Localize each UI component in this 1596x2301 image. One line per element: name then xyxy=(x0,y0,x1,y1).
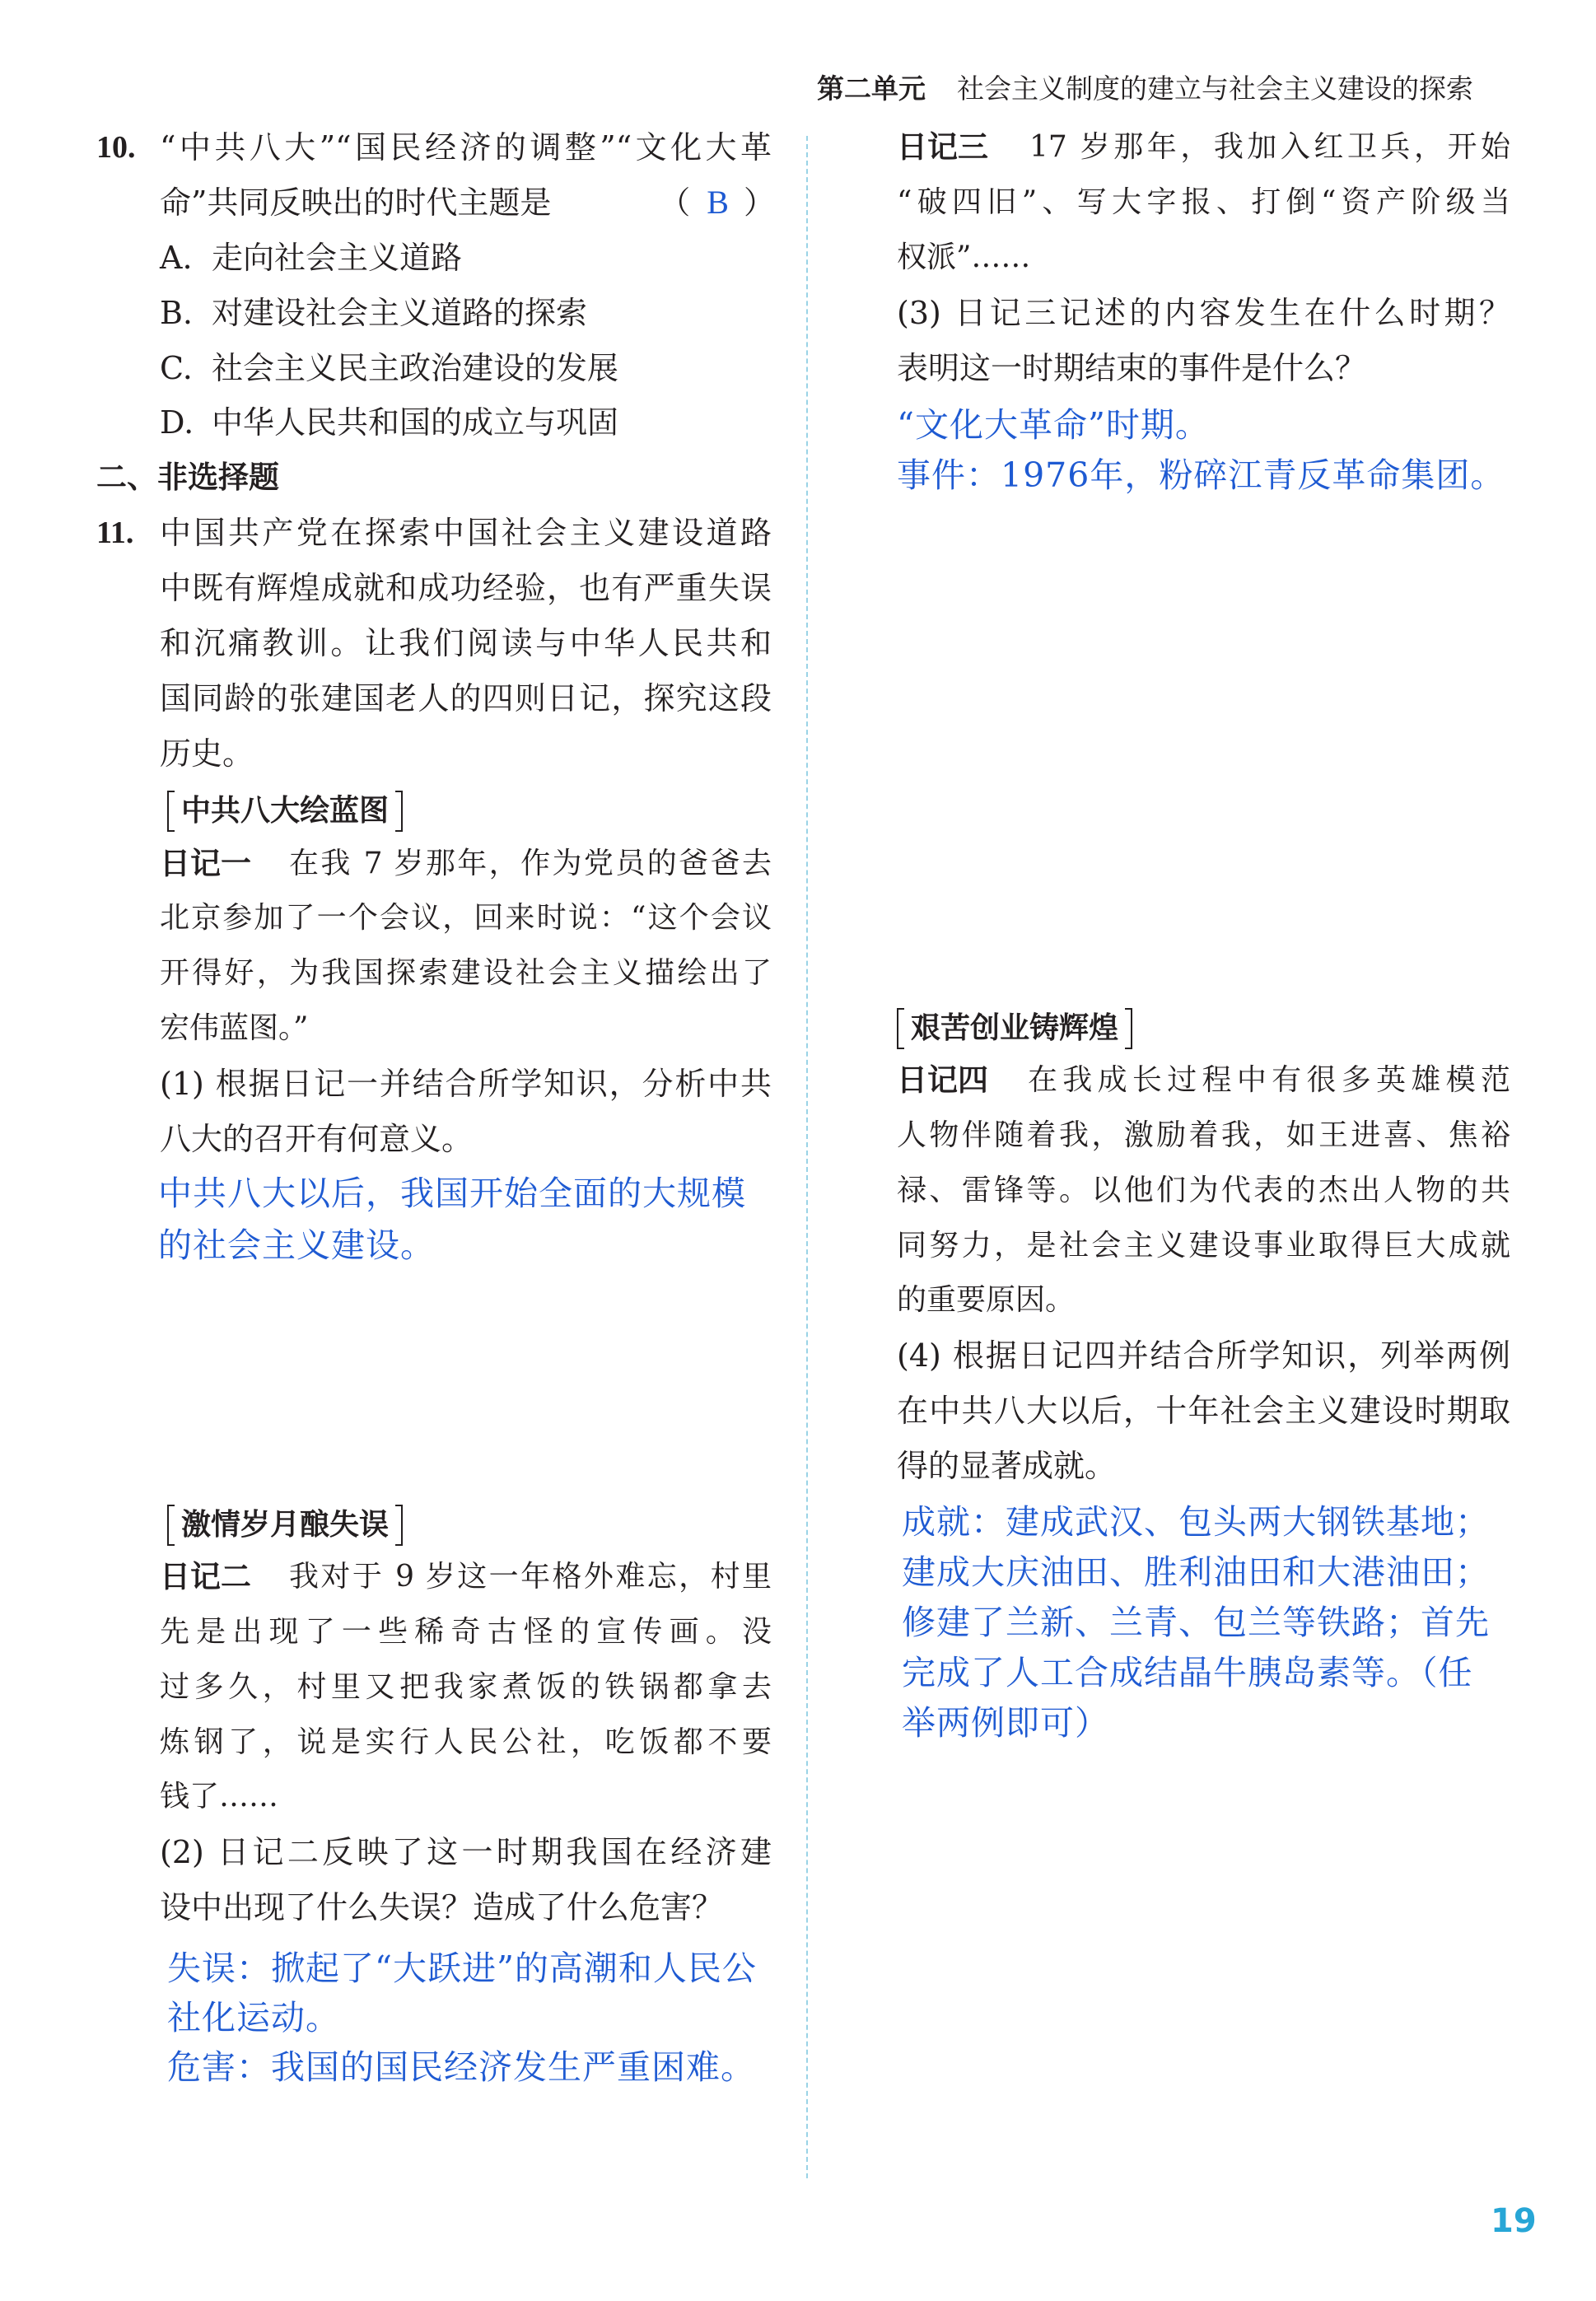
diary-line: 开得好，为我国探索建设社会主义描绘出了 xyxy=(160,956,772,991)
answer-line: 完成了人工合成结晶牛胰岛素等。（任 xyxy=(902,1653,1473,1692)
unit-label: 第二单元 xyxy=(817,72,926,105)
answer-1 xyxy=(158,1168,746,1265)
q11-intro-text: 中国共产党在探索中国社会主义建设道路 xyxy=(160,515,772,552)
question-line: 八大的召开有何意义。 xyxy=(160,1121,474,1158)
answer-line: 中共八大以后，我国开始全面的大规模 xyxy=(158,1174,746,1213)
diary-line: “破四旧”、写大字报、打倒“资产阶级当 xyxy=(897,184,1510,219)
left-column-bottom xyxy=(160,1495,772,1935)
question-line: (3) 日记三记述的内容发生在什么时期？ xyxy=(897,294,1510,331)
diary-line: 人物伴随着我，激励着我，如王进喜、焦裕 xyxy=(897,1118,1510,1152)
q10-option xyxy=(160,341,772,396)
section-heading: 二、非选择题 xyxy=(96,460,279,496)
q10-option xyxy=(160,395,772,450)
diary-line: 宏伟蓝图。” xyxy=(160,1011,309,1046)
q10-option xyxy=(160,231,772,286)
diary-line: 的重要原因。 xyxy=(897,1283,1076,1318)
answer-line: 失误：掀起了“大跃进”的高潮和人民公 xyxy=(167,1949,757,1988)
option-text: 社会主义民主政治建设的发展 xyxy=(212,349,619,386)
answer-line: 危害：我国的国民经济发生严重困难。 xyxy=(167,2047,755,2087)
diary-label: 日记四 xyxy=(897,1062,988,1098)
part-title-line xyxy=(897,998,1510,1053)
q11-number: 11. xyxy=(96,516,134,551)
diary-text: 17 岁那年，我加入红卫兵，开始 xyxy=(1029,130,1510,164)
bracket-open: （ xyxy=(659,184,691,221)
diary-line: 同努力，是社会主义建设事业取得巨大成就 xyxy=(897,1228,1510,1263)
answer-line: 修建了兰新、兰青、包兰等铁路；首先 xyxy=(902,1603,1490,1642)
diary-label: 日记二 xyxy=(160,1558,251,1594)
q11-intro-line xyxy=(96,506,772,561)
q10-answer: B xyxy=(707,183,729,221)
option-letter: C. xyxy=(160,349,193,386)
answer-line: 事件：1976年，粉碎江青反革命集团。 xyxy=(897,455,1505,495)
part-title: 激情岁月酿失误 xyxy=(167,1505,403,1546)
q10-number: 10. xyxy=(96,130,136,165)
option-text: 走向社会主义道路 xyxy=(212,239,463,276)
diary-line xyxy=(897,120,1510,175)
answer-line: 成就：建成武汉、包头两大钢铁基地； xyxy=(902,1502,1490,1542)
left-column-top xyxy=(96,120,775,1167)
unit-title: 社会主义制度的建立与社会主义建设的探索 xyxy=(957,72,1473,105)
question-line: 得的显著成就。 xyxy=(897,1448,1117,1485)
q11-intro-line: 中既有辉煌成就和成功经验，也有严重失误 xyxy=(160,570,772,607)
q10-stem-text: 命”共同反映出的时代主题是 xyxy=(160,184,552,221)
diary-line xyxy=(897,1053,1510,1108)
question-line: (1) 根据日记一并结合所学知识，分析中共 xyxy=(160,1066,772,1103)
answer-line: 社化运动。 xyxy=(167,1998,340,2037)
option-letter: D. xyxy=(160,404,194,441)
question-line: (4) 根据日记四并结合所学知识，列举两例 xyxy=(897,1337,1510,1375)
q10-answer-bracket xyxy=(659,175,775,231)
part-title: 艰苦创业铸辉煌 xyxy=(897,1008,1132,1049)
answer-2 xyxy=(167,1944,757,2092)
answer-4 xyxy=(902,1497,1490,1748)
section-heading-line xyxy=(96,450,772,506)
diary-text: 在我 7 岁那年，作为党员的爸爸去 xyxy=(289,846,772,880)
page-number: 19 xyxy=(1491,2202,1537,2240)
part-title: 中共八大绘蓝图 xyxy=(167,791,403,832)
running-header xyxy=(817,72,1473,105)
diary-line: 禄、雷锋等。以他们为代表的杰出人物的共 xyxy=(897,1173,1510,1207)
option-text: 对建设社会主义道路的探索 xyxy=(212,294,588,331)
answer-line: “文化大革命”时期。 xyxy=(897,405,1210,445)
diary-line: 北京参加了一个会议，回来时说：“这个会议 xyxy=(160,901,772,936)
diary-line: 过多久，村里又把我家煮饭的铁锅都拿去 xyxy=(160,1669,772,1704)
q10-stem-line xyxy=(160,175,775,231)
answer-line: 的社会主义建设。 xyxy=(158,1225,435,1265)
question-line: 表明这一时期结束的事件是什么？ xyxy=(897,349,1367,386)
diary-line xyxy=(160,837,772,892)
right-column-bottom xyxy=(897,998,1510,1494)
bracket-close: ） xyxy=(743,184,775,221)
question-line: 设中出现了什么失误？造成了什么危害？ xyxy=(160,1889,724,1926)
diary-line: 炼钢了，说是实行人民公社，吃饭都不要 xyxy=(160,1725,772,1759)
option-text: 中华人民共和国的成立与巩固 xyxy=(212,404,619,441)
option-letter: B. xyxy=(160,294,194,331)
column-divider xyxy=(806,136,808,2178)
diary-label: 日记三 xyxy=(897,129,988,165)
diary-text: 我对于 9 岁这一年格外难忘，村里 xyxy=(289,1559,772,1594)
answer-line: 举两例即可） xyxy=(902,1703,1109,1743)
q11-intro-line: 历史。 xyxy=(160,735,254,772)
option-letter: A. xyxy=(160,239,193,276)
q11-intro-line: 和沉痛教训。让我们阅读与中华人民共和 xyxy=(160,625,772,662)
answer-3 xyxy=(897,400,1505,501)
part-title-line xyxy=(160,1495,772,1550)
diary-text: 在我成长过程中有很多英雄模范 xyxy=(1028,1062,1510,1097)
diary-label: 日记一 xyxy=(160,845,251,881)
q10-stem-line xyxy=(96,120,772,175)
q10-stem-text: “中共八大”“国民经济的调整”“文化大革 xyxy=(160,129,772,166)
q11-intro-line: 国同龄的张建国老人的四则日记，探究这段 xyxy=(160,679,772,716)
answer-line: 建成大庆油田、胜利油田和大港油田； xyxy=(902,1552,1490,1592)
q10-option xyxy=(160,286,772,341)
diary-line: 权派”…… xyxy=(897,240,1031,274)
right-column-top xyxy=(897,120,1510,395)
question-line: (2) 日记二反映了这一时期我国在经济建 xyxy=(160,1834,772,1871)
diary-line xyxy=(160,1550,772,1605)
part-title-line xyxy=(160,782,772,837)
diary-line: 钱了…… xyxy=(160,1780,279,1814)
question-line: 在中共八大以后，十年社会主义建设时期取 xyxy=(897,1393,1510,1430)
diary-line: 先是出现了一些稀奇古怪的宣传画。没 xyxy=(160,1614,772,1649)
